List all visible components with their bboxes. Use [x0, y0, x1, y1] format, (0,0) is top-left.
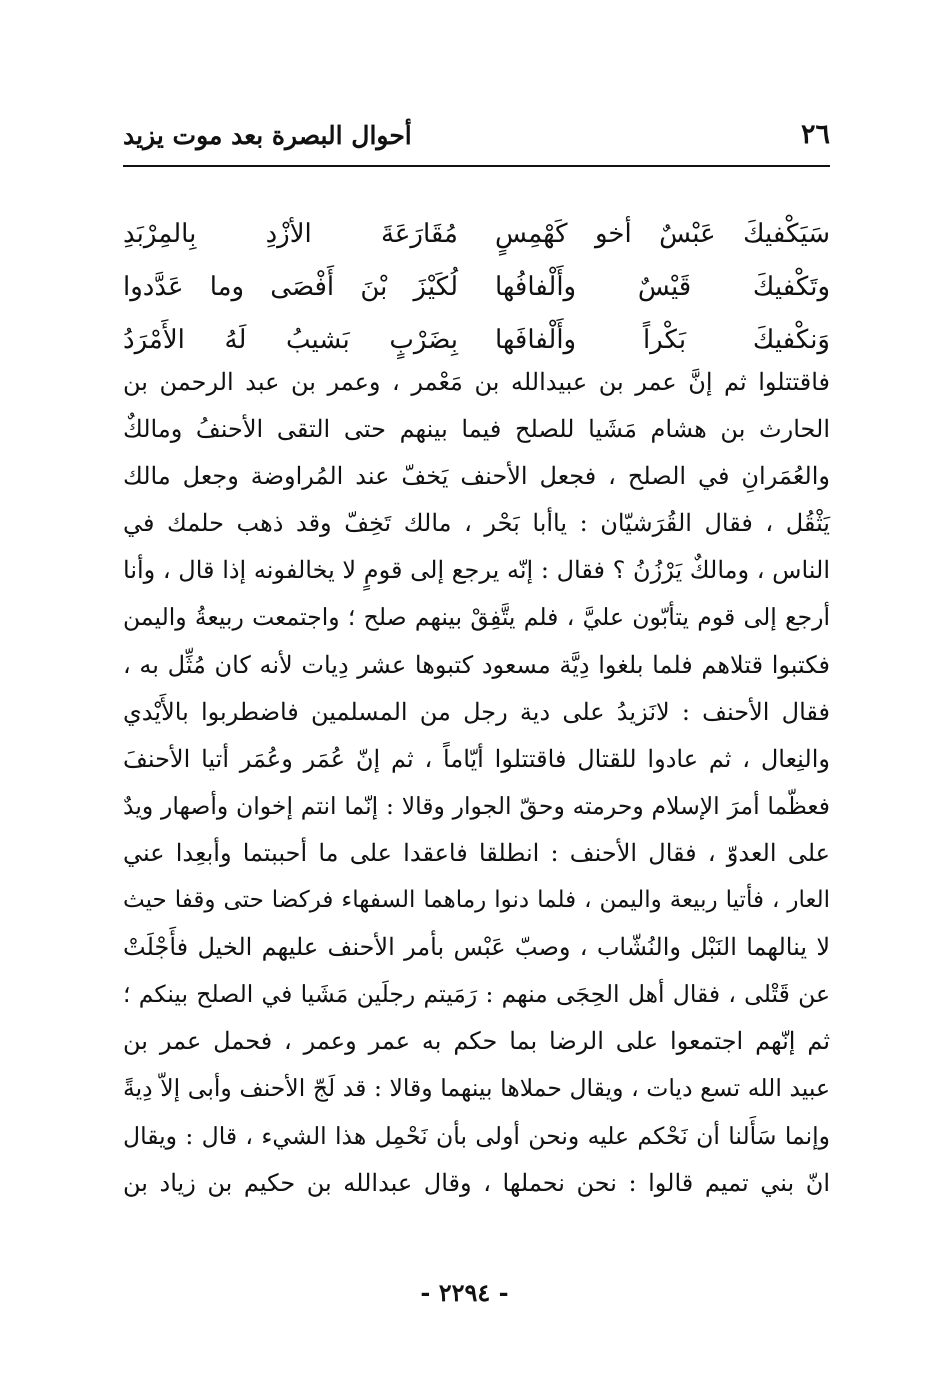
verse-second-hemistich: لُكَيْزَ بْنَ أَفْصَى وما عَدَّدوا: [123, 272, 458, 302]
prose-line: يَثْقُل ، فقال القُرَشيّان : ياأبا بَحْر ، مالك تَخِفّ وقد ذهب حلمك في: [123, 509, 830, 538]
verse-second-hemistich: بِضَرْبٍ بَشيبُ لَهُ الأَمْرَدُ: [123, 325, 458, 355]
verse-second-hemistich: مُقَارَعَةَ الأزْدِ بِالمِرْبَدِ: [123, 219, 458, 249]
prose-line: والعُمَرانِ في الصلح ، فجعل الأحنف يَخفّ عند المُراوضة وجعل مالك: [123, 462, 830, 491]
running-title: أحوال البصرة بعد موت يزيد: [123, 121, 412, 150]
prose-line: ثم إنّهم اجتمعوا على الرضا بما حكم به عمر وعمر ، فحمل عمر بن: [123, 1027, 830, 1056]
footer-page-number: - ٢٢٩٤ -: [420, 1278, 509, 1307]
header-page-number: ٢٦: [800, 119, 830, 150]
poem-verse: [123, 208, 830, 261]
prose-line: وإنما سَأَلنا أن نَحْكم عليه ونحن أولى بأن نَحْمِل هذا الشيء ، قال : ويقال: [123, 1121, 830, 1150]
prose-line: والنِعال ، ثم عادوا للقتال فاقتتلوا أيّاماً ، ثم إنّ عُمَر وعُمَر أتيا الأحنفَ: [123, 744, 830, 773]
prose-line: فقال الأحنف : لانَزيدُ على دية رجل من المسلمين فاضطربوا بالأَيْدي: [123, 697, 830, 726]
verse-first-hemistich: سَيَكْفيكَ عَبْسٌ أخو كَهْمِسٍ: [495, 219, 830, 249]
prose-line: الناس ، ومالكٌ يَرْزُنُ ؟ فقال : إنّه يرجع إلى قومٍ لا يخالفونه إذا قال ، وأنا: [123, 556, 830, 585]
prose-line: العار ، فأتيا ربيعة واليمن ، فلما دنوا رماهما السفهاء فركضا حتى وقفا حيث: [123, 887, 830, 914]
verse-first-hemistich: وَنكْفيكَ بَكْراً وأَلْفافَها: [495, 325, 830, 355]
prose-line: أرجع إلى قوم يتأبّون عليَّ ، فلم يتَّفِقْ بينهم صلح ؛ واجتمعت ربيعةُ واليمن: [123, 603, 830, 632]
prose-line: فاقتتلوا ثم إنَّ عمر بن عبيدالله بن مَعْمر ، وعمر بن عبد الرحمن بن: [123, 368, 830, 396]
prose-line: فعظّما أمرَ الإسلام وحرمته وحقّ الجوار وقالا : إنّما انتم إخوان وأصهار ويدٌ: [123, 791, 830, 820]
prose-line: عبيد الله تسع ديات ، ويقال حملاها بينهما وقالا : قد لَجّ الأحنف وأبى إلاّ دِيةً: [123, 1074, 830, 1103]
prose-line: على العدوّ ، فقال الأحنف : انطلقا فاعقدا على ما أحببتما وأبعِدا عني: [123, 838, 830, 867]
prose-line: لا ينالهما النَبْل والنُشّاب ، وصبّ عَبْس بأمر الأحنف عليهم الخيل فأَجْلَتْ: [123, 933, 830, 962]
poem-verse: [123, 261, 830, 314]
prose-block: [123, 359, 830, 1207]
prose-line: انّ بني تميم قالوا : نحن نحملها ، وقال عبدالله بن حكيم بن زياد بن: [123, 1168, 830, 1197]
verse-first-hemistich: وتَكْفيكَ قَيْسٌ وأَلْفافُها: [495, 272, 830, 302]
prose-line: فكتبوا قتلاهم فلما بلغوا دِيَّة مسعود كتبوها عشر دِيات لأنه كان مُثِّل به ،: [123, 650, 831, 679]
prose-line: عن قَتْلى ، فقال أهل الحِجَى منهم : رَمَيتم رجلَين مَشَيا في الصلح بينكم ؛: [123, 980, 830, 1009]
header-divider: [123, 165, 830, 167]
poem-block: [123, 208, 830, 367]
prose-line: الحارث بن هشام مَشَيا للصلح فيما بينهم حتى التقى الأحنفُ ومالكٌ: [123, 415, 830, 444]
page-header: [123, 113, 830, 163]
